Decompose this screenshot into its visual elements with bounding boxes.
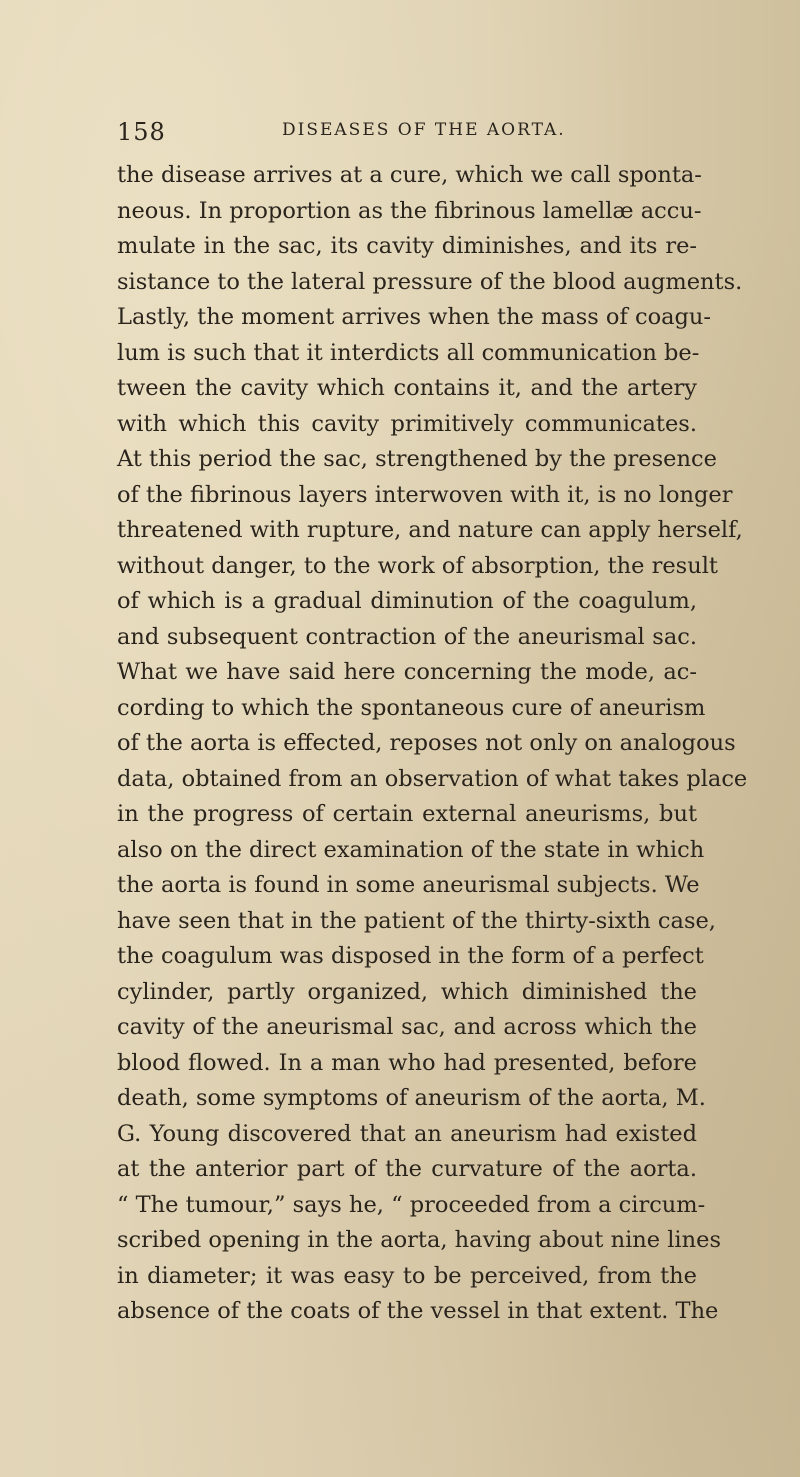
text-line: death, some symptoms of aneurism of the aorta, M. [117,1085,706,1111]
text-line: At this period the sac, strengthened by the presence [117,446,717,472]
text-line: of which is a gradual diminution of the coagulum, [117,588,697,614]
text-line: of the fibrinous layers interwoven with it, is no longer [117,481,733,508]
text-line: What we have said here concerning the mode, ac- [117,659,697,685]
text-line: cording to which the spontaneous cure of aneurism [117,694,706,721]
running-head [117,118,677,148]
text-line: in the progress of certain external aneurisms, but [117,801,697,827]
text-line: neous. In proportion as the fibrinous lamellæ accu- [117,197,702,224]
text-line: lum is such that it interdicts all communication be- [117,339,700,366]
text-line: at the anterior part of the curvature of the aorta. [117,1156,697,1182]
text-line: absence of the coats of the vessel in that extent. The [117,1298,719,1324]
text-line: also on the direct examination of the state in which [117,836,705,863]
text-line: scribed opening in the aorta, having about nine lines [117,1227,721,1253]
page-number: 158 [117,118,166,146]
text-line: threatened with rupture, and nature can apply herself, [117,517,743,543]
text-line: “ The tumour,” says he, “ proceeded from a circum- [117,1191,706,1218]
text-line: in diameter; it was easy to be perceived, from the [117,1262,697,1289]
text-line: mulate in the sac, its cavity diminishes, and its re- [117,233,697,259]
text-line: of the aorta is effected, reposes not only on analogous [117,730,736,756]
text-line: blood flowed. In a man who had presented, before [117,1049,697,1076]
body-text [117,158,748,1330]
text-line: data, obtained from an observation of what takes place [117,765,748,792]
text-line: have seen that in the patient of the thirty-sixth case, [117,907,716,934]
text-line: the aorta is found in some aneurismal subjects. We [117,872,700,898]
text-line: the disease arrives at a cure, which we call sponta- [117,162,702,188]
text-line: with which this cavity primitively communicates. [117,410,697,437]
text-line: sistance to the lateral pressure of the blood augments. [117,268,743,295]
text-line: cylinder, partly organized, which diminished the [117,978,697,1005]
text-line: the coagulum was disposed in the form of a perfect [117,943,704,969]
text-line: Lastly, the moment arrives when the mass of coagu- [117,304,712,330]
text-line: cavity of the aneurismal sac, and across which the [117,1014,697,1040]
text-line: without danger, to the work of absorption, the result [117,552,718,579]
text-line: and subsequent contraction of the aneurismal sac. [117,623,697,650]
text-line: tween the cavity which contains it, and the artery [117,375,697,401]
text-line: G. Young discovered that an aneurism had existed [117,1120,697,1147]
running-title: DISEASES OF THE AORTA. [282,120,566,140]
